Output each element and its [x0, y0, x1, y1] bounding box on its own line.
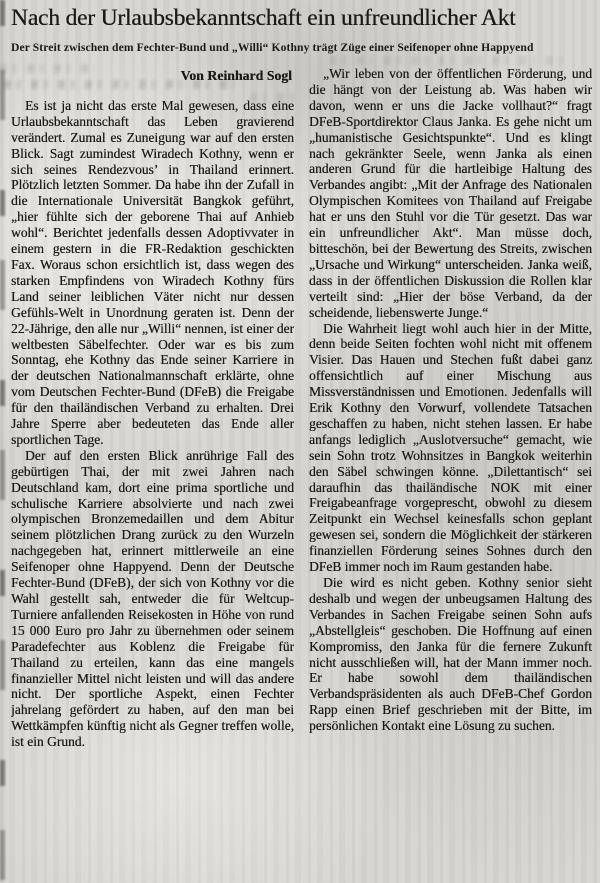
paragraph: Es ist ja nicht das erste Mal gewesen, dass eine Urlaubsbekanntschaft das Leben gravierend verändert. Zumal es Zuneigung war auf den ersten Blick. Sagt zumindest Wiradech Kothny, wenn er sich seines Rendezvous’ in Thailand erinnert. Plötzlich letzten Sommer. Da habe ihn der Zufall in die Internationale Universität Bangkok geführt, „hier fühlte sich der geborene Thai auf Anhieb wohl“. Berichtet jedenfalls dessen Adoptivvater in einem gestern in die FR-Redaktion geschickten Fax. Woraus schon ersichtlich ist, dass wegen des starken Empfindens von Wiradech Kothny fürs Land seiner leiblichen Väter nicht nur dessen Gefühls-Welt in Unordnung geraten ist. Denn der 22-Jährige, den alle nur „Willi“ nennen, ist einer der weltbesten Säbelfechter. Oder war es bis zum Sonntag, ehe Kothny das Ende seiner Karriere in der deutschen Nationalmannschaft erklärte, ohne vom Deutschen Fechter-Bund (DFeB) die Freigabe für den thailändischen Verband zu erhalten. Drei Jahre Sperre aber bedeuteten das Ende aller sportlichen Tage. — [11, 97, 294, 447]
article — [11, 5, 592, 866]
right-column — [309, 66, 592, 866]
paragraph: „Wir leben von der öffentlichen Förderung, und die hängt von der Leistung ab. Was haben wir davon, wenn er uns die Jacke vollhaut?“ fragt DFeB-Sportdirektor Claus Janka. Es gehe nicht um „humanistische Gesichtspunkte“. Und es klingt nach gekränkter Seele, wenn Janka als einen anderen Grund für die hartleibige Haltung des Verbandes angibt: „Mit der Anfrage des Nationalen Olympischen Komitees von Thailand auf Freigabe hat er uns den Stuhl vor die Tür gesetzt. Das war ein unfreundlicher Akt“. Man müsse doch, bitteschön, bei der Bewertung des Streits, zwischen „Ursache und Wirkung“ unterscheiden. Janka weiß, dass in der öffentlichen Diskussion die Rollen klar verteilt sind: „Hier der böse Verband, da der scheidende, liebenswerte Junge.“ — [309, 66, 592, 320]
paragraph: Die wird es nicht geben. Kothny senior sieht deshalb und wegen der unbeugsamen Haltung des Verbandes in Sachen Freigabe seinen Sohn aufs „Abstellgleis“ geschoben. Die Hoffnung auf einen Kompromiss, den Janka für die fernere Zukunft nicht ausschließen will, hat der Mann immer noch. Er habe sowohl dem thailändischen Verbandspräsidenten als auch DFeB-Chef Gordon Rapp einen Brief geschrieben mit der Bitte, im persönlichen Kontakt eine Lösung zu suchen. — [309, 575, 592, 734]
byline: Von Reinhard Sogl — [180, 68, 292, 83]
page-edge-marks — [0, 0, 5, 883]
paragraph: Der auf den ersten Blick anrührige Fall des gebürtigen Thai, der mit zwei Jahren nach Deutschland kam, dort eine prima sportliche und schulische Karriere absolvierte und nach zwei olympischen Bronzemedaillen und dem Abitur seinem plötzlichen Drang zurück zu den Wurzeln nachgegeben hat, erinnert mittlerweile an eine Seifenoper ohne Happyend. Denn der Deutsche Fechter-Bund (DFeB), der sich von Kothny vor die Wahl gestellt sah, entweder die für Weltcup-Turniere anfallenden Reisekosten in Höhe von rund 15 000 Euro pro Jahr zu übernehmen oder seinem Paradefechter aus Koblenz die Freigabe für Thailand zu erteilen, kann das eine mangels finanzieller Mittel nicht leisten und will das andere nicht. Der sportliche Aspekt, einen Fechter jahrelang gefördert zu haben, auf den man bei Wettkämpfen künftig nicht als Gegner treffen wolle, ist ein Grund. — [11, 447, 294, 750]
left-column — [11, 66, 294, 866]
paragraph: Die Wahrheit liegt wohl auch hier in der Mitte, denn beide Seiten fochten wohl nicht mit offenem Visier. Das Hauen und Stechen fußt dabei ganz offensichtlich auf einer Mischung aus Missverständnissen und Emotionen. Jedenfalls will Erik Kothny den Vorwurf, vollendete Tatsachen geschaffen zu haben, nicht stehen lassen. Er habe anfangs lediglich „Auslotversuche“ gemacht, wie sein Sohn trotz Wohnsitzes in Bangkok weiterhin den Säbel schwingen könne. „Dilettantisch“ sei daraufhin das thailändische NOK mit einer Freigabeanfrage vorgeprescht, obwohl zu diesem Zeitpunkt ein Wechsel keinesfalls schon geplant gewesen sei, sondern die Möglichkeit der stärkeren finanziellen Förderung seines Sohnes durch den DFeB immer noch im Raum gestanden habe. — [309, 320, 592, 575]
article-columns — [11, 66, 592, 866]
article-subtitle: Der Streit zwischen dem Fechter-Bund und „Willi“ Kothny trägt Züge einer Seifenoper ohne Happyend — [11, 41, 534, 54]
article-title: Nach der Urlaubsbekanntschaft ein unfreundlicher Akt — [11, 5, 516, 31]
